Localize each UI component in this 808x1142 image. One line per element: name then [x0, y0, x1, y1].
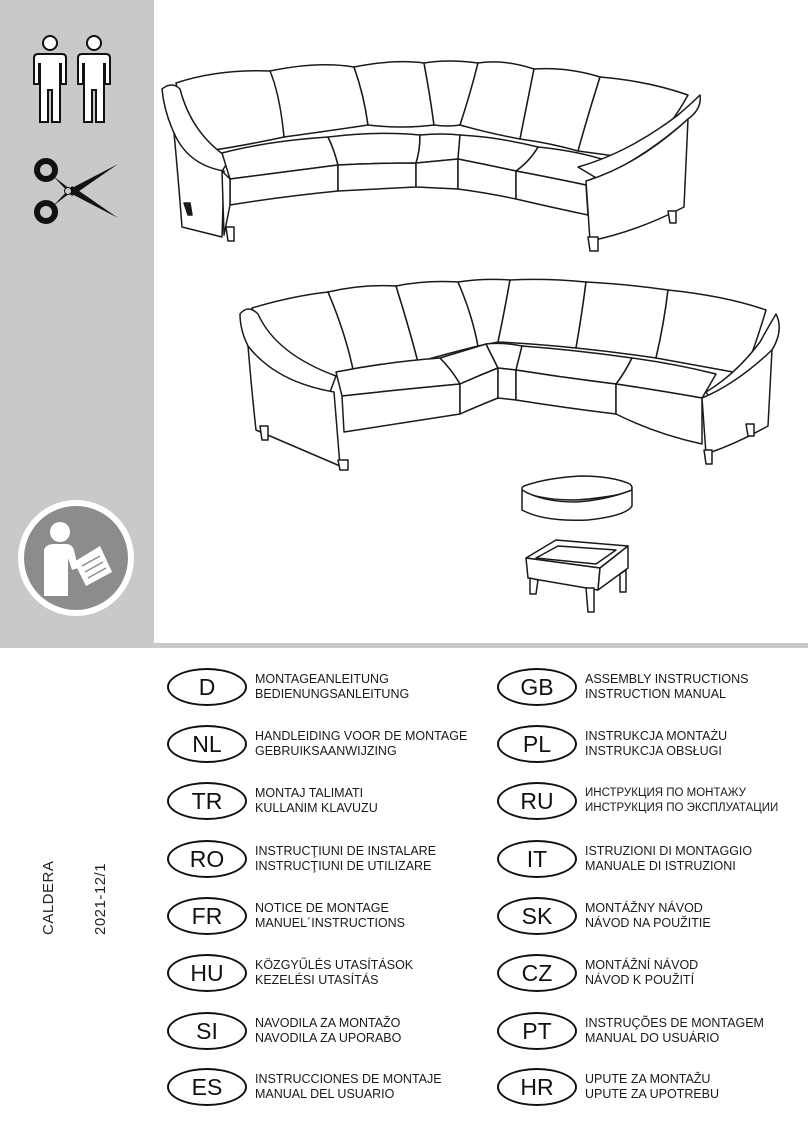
- language-row-sk: [497, 897, 711, 935]
- language-row-it: [497, 840, 752, 878]
- corner-sofa-right-illustration: [158, 55, 704, 255]
- language-code-badge: HR: [497, 1068, 577, 1106]
- revision-code: 2021-12/1: [92, 862, 109, 935]
- language-text: [255, 844, 436, 874]
- language-text: [585, 901, 711, 931]
- language-line-2: NÁVOD NA POUŽITIE: [585, 916, 711, 930]
- language-code-badge: PL: [497, 725, 577, 763]
- language-text: [585, 672, 748, 702]
- language-row-ru: [497, 782, 778, 820]
- language-code-badge: PT: [497, 1012, 577, 1050]
- language-line-2: MANUALE DI ISTRUZIONI: [585, 859, 736, 873]
- language-code-badge: RU: [497, 782, 577, 820]
- language-line-2: KEZELÉSI UTASÍTÁS: [255, 973, 379, 987]
- two-persons-icon: [32, 34, 114, 126]
- product-name: CALDERA: [40, 860, 57, 935]
- language-line-1: NAVODILA ZA MONTAŽO: [255, 1016, 401, 1030]
- language-line-2: KULLANIM KLAVUZU: [255, 801, 378, 815]
- language-text: [585, 958, 698, 988]
- language-row-hr: [497, 1068, 719, 1106]
- language-line-2: MANUAL DEL USUARIO: [255, 1087, 395, 1101]
- language-line-2: INSTRUKCJA OBSŁUGI: [585, 744, 722, 758]
- language-row-nl: [167, 725, 467, 763]
- language-line-2: BEDIENUNGSANLEITUNG: [255, 687, 410, 701]
- corner-sofa-left-illustration: [236, 274, 782, 474]
- language-line-2: NÁVOD K POUŽITÍ: [585, 973, 695, 987]
- language-code-badge: NL: [167, 725, 247, 763]
- language-line-1: ASSEMBLY INSTRUCTIONS: [585, 672, 749, 686]
- language-line-1: MONTÁŽNY NÁVOD: [585, 901, 703, 915]
- language-text: [255, 729, 467, 759]
- language-text: [585, 1016, 764, 1046]
- language-line-2: GEBRUIKSAANWIJZING: [255, 744, 397, 758]
- language-code-badge: RO: [167, 840, 247, 878]
- language-line-1: INSTRUKCJA MONTAŻU: [585, 729, 728, 743]
- language-line-2: INSTRUCTION MANUAL: [585, 687, 726, 701]
- language-row-d: [167, 668, 409, 706]
- language-line-2: MANUEL´INSTRUCTIONS: [255, 916, 406, 930]
- language-code-badge: CZ: [497, 954, 577, 992]
- language-text: [255, 786, 378, 816]
- language-code-badge: ES: [167, 1068, 247, 1106]
- language-line-2: ИНСТРУКЦИЯ ПО ЭКСПЛУАТАЦИИ: [585, 802, 779, 814]
- language-row-pl: [497, 725, 727, 763]
- language-line-1: MONTÁŽNÍ NÁVOD: [585, 958, 699, 972]
- language-code-badge: HU: [167, 954, 247, 992]
- language-line-1: INSTRUCŢIUNI DE INSTALARE: [255, 844, 437, 858]
- language-text: [255, 958, 413, 988]
- language-text: [585, 729, 727, 759]
- language-text: [585, 786, 778, 816]
- language-row-cz: [497, 954, 698, 992]
- language-text: [585, 844, 752, 874]
- language-line-2: NAVODILA ZA UPORABO: [255, 1031, 402, 1045]
- language-line-1: MONTAJ TALIMATI: [255, 786, 364, 800]
- language-row-fr: [167, 897, 405, 935]
- language-row-tr: [167, 782, 378, 820]
- language-line-2: UPUTE ZA UPOTREBU: [585, 1087, 720, 1101]
- language-line-1: NOTICE DE MONTAGE: [255, 901, 389, 915]
- language-row-gb: [497, 668, 748, 706]
- language-row-hu: [167, 954, 413, 992]
- language-code-badge: SI: [167, 1012, 247, 1050]
- language-row-pt: [497, 1012, 764, 1050]
- language-text: [255, 1072, 442, 1102]
- language-line-1: INSTRUÇÕES DE MONTAGEM: [585, 1016, 764, 1030]
- language-text: [255, 1016, 401, 1046]
- language-line-2: INSTRUCŢIUNI DE UTILIZARE: [255, 859, 432, 873]
- language-text: [585, 1072, 719, 1102]
- language-line-1: MONTAGEANLEITUNG: [255, 672, 389, 686]
- language-line-1: HANDLEIDING VOOR DE MONTAGE: [255, 729, 468, 743]
- language-text: [255, 901, 405, 931]
- language-line-1: KÖZGYŰLÉS UTASÍTÁSOK: [255, 958, 414, 972]
- language-line-1: UPUTE ZA MONTAŽU: [585, 1072, 711, 1086]
- language-code-badge: SK: [497, 897, 577, 935]
- language-code-badge: TR: [167, 782, 247, 820]
- sidebar-lower: [0, 648, 154, 1142]
- scissors-icon: [32, 156, 122, 226]
- language-line-1: ISTRUZIONI DI MONTAGGIO: [585, 844, 753, 858]
- language-code-badge: IT: [497, 840, 577, 878]
- language-row-si: [167, 1012, 401, 1050]
- language-code-badge: FR: [167, 897, 247, 935]
- language-row-ro: [167, 840, 436, 878]
- read-manual-icon: [16, 498, 136, 618]
- language-line-1: INSTRUCCIONES DE MONTAJE: [255, 1072, 442, 1086]
- language-code-badge: D: [167, 668, 247, 706]
- language-code-badge: GB: [497, 668, 577, 706]
- language-row-es: [167, 1068, 442, 1106]
- language-line-1: ИНСТРУКЦИЯ ПО МОНТАЖУ: [585, 787, 746, 799]
- ottoman-illustration: [516, 470, 640, 620]
- language-line-2: MANUAL DO USUÁRIO: [585, 1031, 720, 1045]
- language-text: [255, 672, 409, 702]
